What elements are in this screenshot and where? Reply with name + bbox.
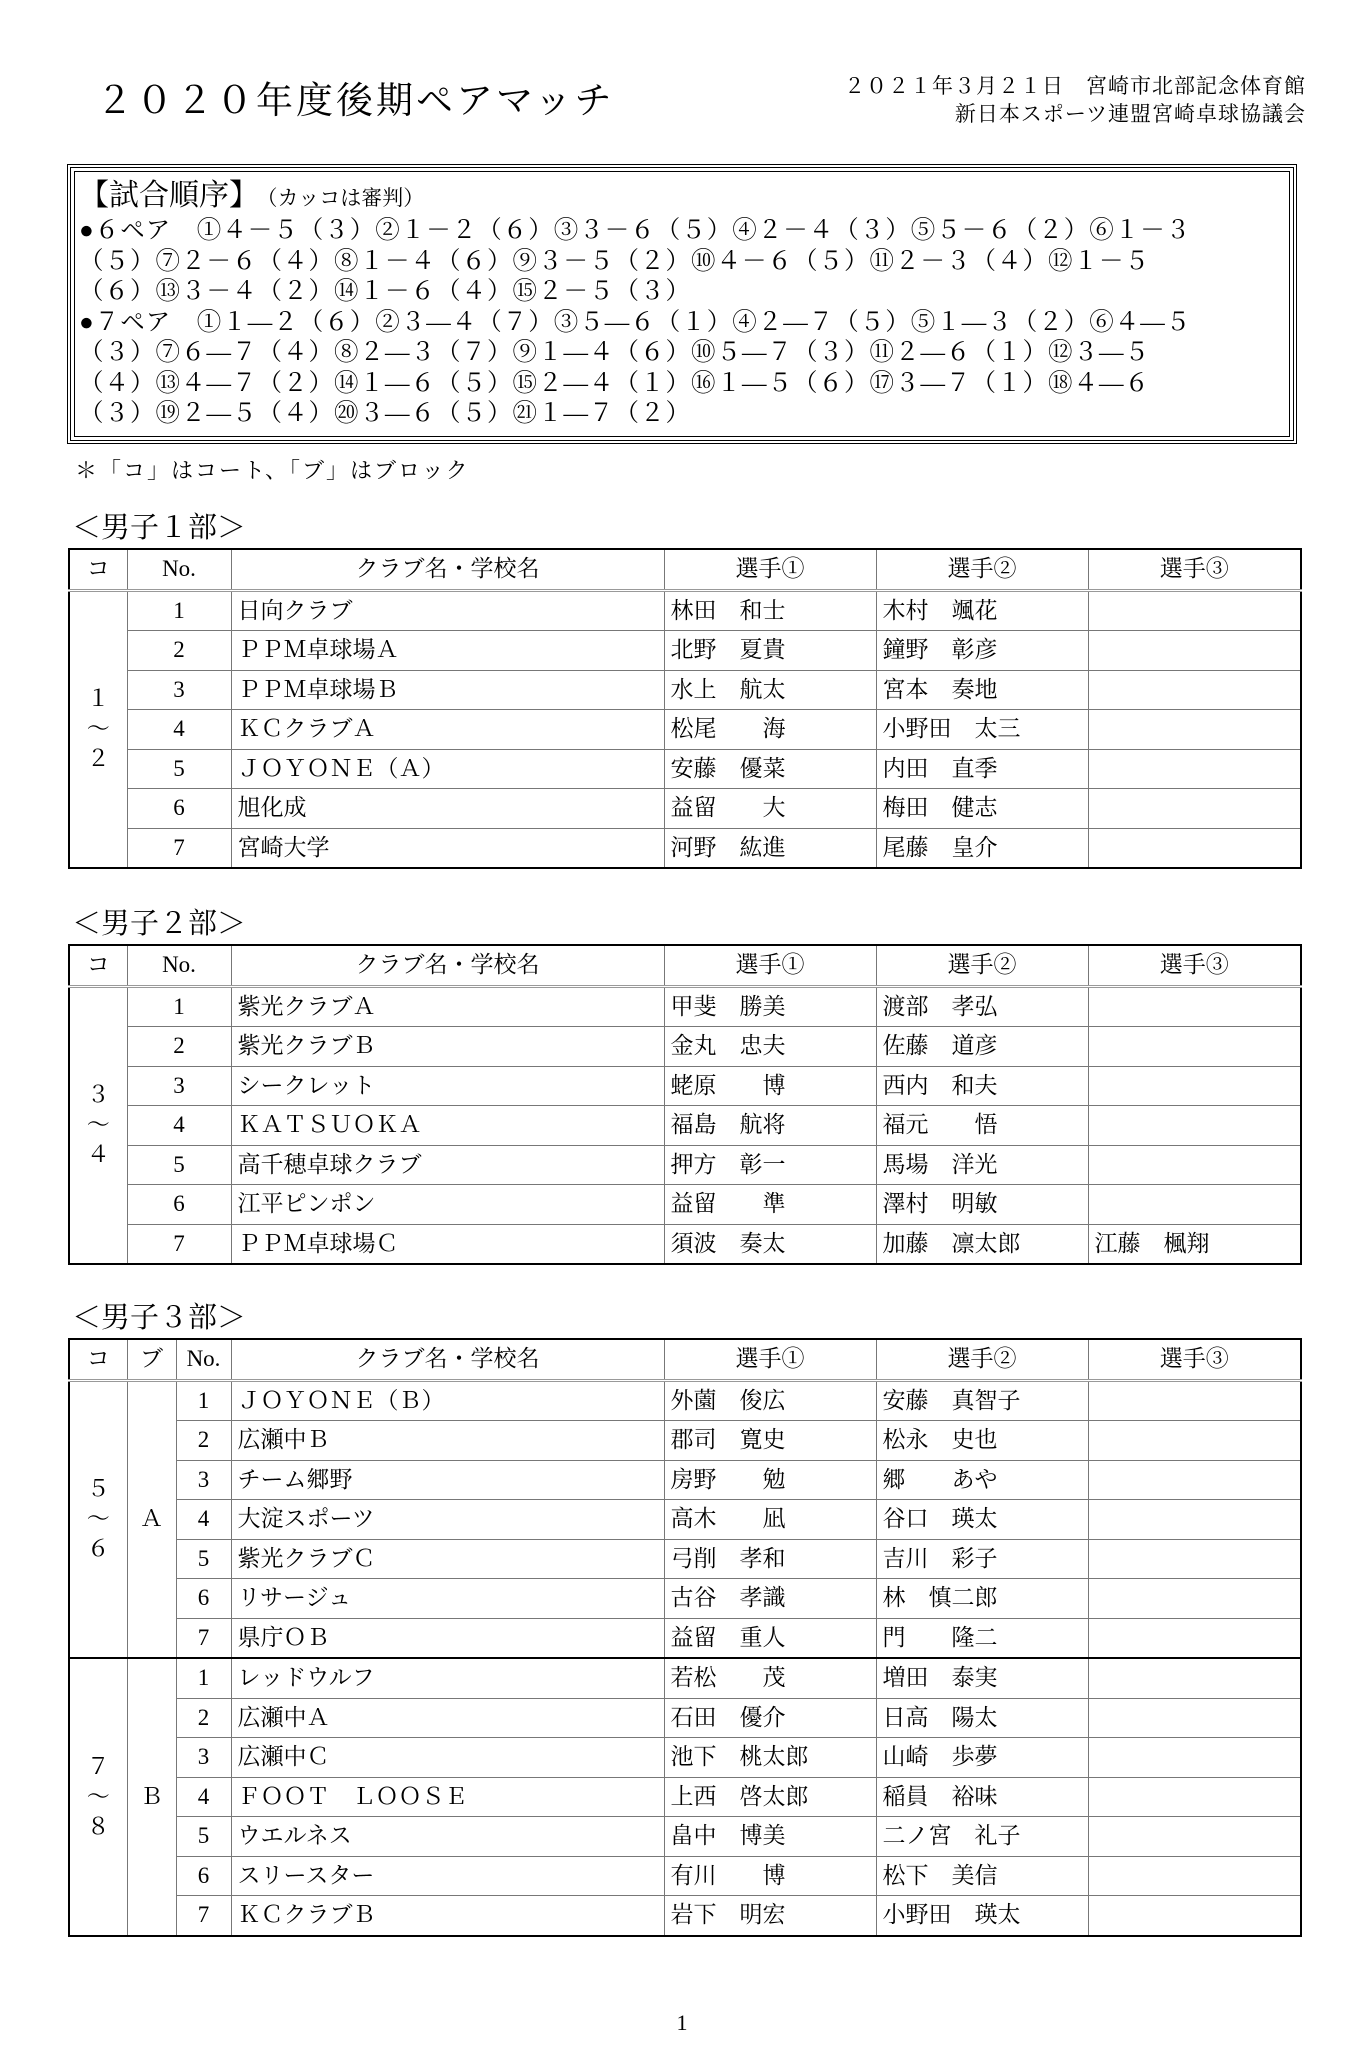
player-3-cell: [1088, 1027, 1301, 1067]
player-1-cell: 益留 準: [664, 1185, 876, 1225]
player-2-cell: 谷口 瑛太: [876, 1500, 1088, 1540]
no-cell: 4: [127, 1106, 231, 1146]
match-order-subtitle: （カッコは審判）: [267, 186, 425, 210]
player-3-cell: [1088, 1106, 1301, 1146]
player-3-cell: [1088, 1618, 1301, 1658]
player-1-cell: 林田 和士: [664, 590, 876, 631]
column-header-no: No.: [127, 945, 231, 986]
player-1-cell: 弓削 孝和: [664, 1539, 876, 1579]
no-cell: 3: [127, 1066, 231, 1106]
table-row: [69, 1421, 1301, 1461]
table-row: [69, 789, 1301, 829]
entry-table: [68, 1338, 1302, 1937]
player-1-cell: 郡司 寛史: [664, 1421, 876, 1461]
no-cell: 5: [127, 749, 231, 789]
page-number: 1: [676, 2010, 688, 2035]
block-cell: Ａ: [127, 1380, 176, 1658]
court-cell: ７ ～ ８: [69, 1658, 127, 1936]
player-1-cell: 安藤 優菜: [664, 749, 876, 789]
player-2-cell: 安藤 真智子: [876, 1380, 1088, 1421]
player-1-cell: 北野 夏貴: [664, 631, 876, 671]
player-3-cell: [1088, 1421, 1301, 1461]
player-2-cell: 澤村 明敏: [876, 1185, 1088, 1225]
no-cell: 6: [176, 1856, 231, 1896]
no-cell: 7: [176, 1896, 231, 1936]
match-order-line: ●７ペア ①１―２（６）②３―４（７）③５―６（１）④２―７（５）⑤１―３（２）⑥４―５: [79, 308, 1192, 336]
court-cell: １ ～ ２: [69, 590, 127, 868]
club-cell: 大淀スポーツ: [231, 1500, 664, 1540]
column-header-club: クラブ名・学校名: [231, 549, 664, 590]
no-cell: 4: [176, 1500, 231, 1540]
player-3-cell: [1088, 1145, 1301, 1185]
no-cell: 7: [127, 1224, 231, 1264]
table-row: [69, 1738, 1301, 1778]
player-1-cell: 外薗 俊広: [664, 1380, 876, 1421]
player-3-cell: [1088, 1698, 1301, 1738]
table-row: [69, 631, 1301, 671]
player-2-cell: 山崎 歩夢: [876, 1738, 1088, 1778]
section-title: ＜男子２部＞: [72, 908, 247, 940]
player-1-cell: 岩下 明宏: [664, 1896, 876, 1936]
player-3-cell: [1088, 1856, 1301, 1896]
club-cell: ＦＯＯＴ ＬＯＯＳＥ: [231, 1777, 664, 1817]
no-cell: 3: [176, 1738, 231, 1778]
player-2-cell: 小野田 太三: [876, 710, 1088, 750]
club-cell: 旭化成: [231, 789, 664, 829]
club-cell: ＰＰＭ卓球場Ａ: [231, 631, 664, 671]
court-cell: ３ ～ ４: [69, 986, 127, 1264]
player-1-cell: 松尾 海: [664, 710, 876, 750]
player-1-cell: 須波 奏太: [664, 1224, 876, 1264]
player-3-cell: [1088, 1185, 1301, 1225]
no-cell: 2: [127, 631, 231, 671]
club-cell: 県庁ＯＢ: [231, 1618, 664, 1658]
table-row: [69, 1185, 1301, 1225]
table-row: [69, 1777, 1301, 1817]
table-row: [69, 1224, 1301, 1264]
column-header-p3: 選手③: [1088, 1339, 1301, 1380]
club-cell: ＫＡＴＳＵＯＫＡ: [231, 1106, 664, 1146]
player-1-cell: 古谷 孝識: [664, 1579, 876, 1619]
player-2-cell: 内田 直季: [876, 749, 1088, 789]
table-row: [69, 1500, 1301, 1540]
table-row: [69, 1618, 1301, 1658]
player-3-cell: [1088, 828, 1301, 868]
table-row: [69, 749, 1301, 789]
club-cell: リサージュ: [231, 1579, 664, 1619]
club-cell: スリースター: [231, 1856, 664, 1896]
player-2-cell: 林 慎二郎: [876, 1579, 1088, 1619]
player-2-cell: 門 隆二: [876, 1618, 1088, 1658]
player-1-cell: 河野 紘進: [664, 828, 876, 868]
no-cell: 5: [127, 1145, 231, 1185]
club-cell: 日向クラブ: [231, 590, 664, 631]
player-3-cell: 江藤 楓翔: [1088, 1224, 1301, 1264]
section-title: ＜男子１部＞: [72, 512, 247, 544]
player-1-cell: 甲斐 勝美: [664, 986, 876, 1027]
page-title: ２０２０年度後期ペアマッチ: [96, 81, 615, 122]
table-row: [69, 1817, 1301, 1857]
column-header-court: コ: [69, 549, 127, 590]
no-cell: 7: [176, 1618, 231, 1658]
player-1-cell: 押方 彰一: [664, 1145, 876, 1185]
club-cell: 紫光クラブＣ: [231, 1539, 664, 1579]
club-cell: ＫＣクラブＡ: [231, 710, 664, 750]
player-2-cell: 松永 史也: [876, 1421, 1088, 1461]
player-3-cell: [1088, 1539, 1301, 1579]
club-cell: シークレット: [231, 1066, 664, 1106]
no-cell: 3: [127, 670, 231, 710]
player-2-cell: 郷 あや: [876, 1460, 1088, 1500]
column-header-club: クラブ名・学校名: [231, 1339, 664, 1380]
column-header-p3: 選手③: [1088, 945, 1301, 986]
player-1-cell: 水上 航太: [664, 670, 876, 710]
club-cell: 広瀬中Ａ: [231, 1698, 664, 1738]
player-3-cell: [1088, 1579, 1301, 1619]
match-order-line: （６）⑬３－４（２）⑭１－６（４）⑮２－５（３）: [79, 278, 691, 305]
no-cell: 1: [127, 986, 231, 1027]
club-cell: レッドウルフ: [231, 1658, 664, 1698]
club-cell: ＫＣクラブＢ: [231, 1896, 664, 1936]
table-row: [69, 1539, 1301, 1579]
player-2-cell: 松下 美信: [876, 1856, 1088, 1896]
no-cell: 6: [176, 1579, 231, 1619]
table-row: [69, 710, 1301, 750]
organizer: 新日本スポーツ連盟宮崎卓球協議会: [954, 102, 1306, 126]
column-header-club: クラブ名・学校名: [231, 945, 664, 986]
player-2-cell: 馬場 洋光: [876, 1145, 1088, 1185]
player-2-cell: 宮本 奏地: [876, 670, 1088, 710]
player-2-cell: 西内 和夫: [876, 1066, 1088, 1106]
court-cell: ５ ～ ６: [69, 1380, 127, 1658]
table-row: [69, 1106, 1301, 1146]
player-3-cell: [1088, 1658, 1301, 1698]
table-row: [69, 670, 1301, 710]
club-cell: 江平ピンポン: [231, 1185, 664, 1225]
no-cell: 5: [176, 1539, 231, 1579]
player-2-cell: 日高 陽太: [876, 1698, 1088, 1738]
table-row: [69, 1658, 1301, 1698]
club-cell: ＪＯＹＯＮＥ（Ａ）: [231, 749, 664, 789]
club-cell: 高千穂卓球クラブ: [231, 1145, 664, 1185]
player-2-cell: 尾藤 皇介: [876, 828, 1088, 868]
player-2-cell: 鐘野 彰彦: [876, 631, 1088, 671]
no-cell: 1: [176, 1658, 231, 1698]
table-row: [69, 1896, 1301, 1936]
no-cell: 6: [127, 789, 231, 829]
player-2-cell: 加藤 凛太郎: [876, 1224, 1088, 1264]
club-cell: ＪＯＹＯＮＥ（Ｂ）: [231, 1380, 664, 1421]
header-info: [844, 72, 1306, 128]
section-title: ＜男子３部＞: [72, 1302, 247, 1334]
column-header-block: ブ: [127, 1339, 176, 1380]
match-order-line: （３）⑦６―７（４）⑧２―３（７）⑨１―４（６）⑩５―７（３）⑪２―６（１）⑫３―５: [79, 339, 1150, 366]
column-header-no: No.: [176, 1339, 231, 1380]
player-3-cell: [1088, 1777, 1301, 1817]
player-3-cell: [1088, 1066, 1301, 1106]
column-header-p3: 選手③: [1088, 549, 1301, 590]
player-2-cell: 吉川 彩子: [876, 1539, 1088, 1579]
entry-table: [68, 944, 1302, 1265]
column-header-p2: 選手②: [876, 549, 1088, 590]
no-cell: 7: [127, 828, 231, 868]
no-cell: 6: [127, 1185, 231, 1225]
player-3-cell: [1088, 1380, 1301, 1421]
legend-note: ＊「コ」はコート、「ブ」はブロック: [75, 458, 470, 483]
player-3-cell: [1088, 1500, 1301, 1540]
player-2-cell: 小野田 瑛太: [876, 1896, 1088, 1936]
player-3-cell: [1088, 670, 1301, 710]
player-3-cell: [1088, 1896, 1301, 1936]
player-1-cell: 高木 凪: [664, 1500, 876, 1540]
column-header-p1: 選手①: [664, 945, 876, 986]
date-venue: ２０２１年３月２１日 宮崎市北部記念体育館: [844, 74, 1306, 98]
player-1-cell: 有川 博: [664, 1856, 876, 1896]
player-1-cell: 畠中 博美: [664, 1817, 876, 1857]
table-row: [69, 1856, 1301, 1896]
player-1-cell: 福島 航将: [664, 1106, 876, 1146]
match-order-line: （４）⑬４―７（２）⑭１―６（５）⑮２―４（１）⑯１―５（６）⑰３―７（１）⑱４―６: [79, 369, 1150, 397]
player-1-cell: 房野 勉: [664, 1460, 876, 1500]
player-1-cell: 若松 茂: [664, 1658, 876, 1698]
player-3-cell: [1088, 1460, 1301, 1500]
player-1-cell: 益留 大: [664, 789, 876, 829]
club-cell: 広瀬中Ｂ: [231, 1421, 664, 1461]
table-header-row: [69, 945, 1301, 986]
club-cell: 紫光クラブＡ: [231, 986, 664, 1027]
no-cell: 2: [176, 1421, 231, 1461]
player-3-cell: [1088, 789, 1301, 829]
player-2-cell: 梅田 健志: [876, 789, 1088, 829]
player-3-cell: [1088, 1817, 1301, 1857]
match-order-title: 【試合順序】: [79, 179, 259, 212]
match-order-box: [67, 164, 1297, 444]
match-order-heading: [79, 178, 1285, 216]
table-row: [69, 1460, 1301, 1500]
table-header-row: [69, 549, 1301, 590]
player-1-cell: 池下 桃太郎: [664, 1738, 876, 1778]
player-1-cell: 石田 優介: [664, 1698, 876, 1738]
player-2-cell: 渡部 孝弘: [876, 986, 1088, 1027]
player-3-cell: [1088, 590, 1301, 631]
no-cell: 1: [176, 1380, 231, 1421]
no-cell: 4: [127, 710, 231, 750]
club-cell: ＰＰＭ卓球場Ｂ: [231, 670, 664, 710]
block-cell: Ｂ: [127, 1658, 176, 1936]
player-3-cell: [1088, 710, 1301, 750]
column-header-p2: 選手②: [876, 945, 1088, 986]
player-1-cell: 上西 啓太郎: [664, 1777, 876, 1817]
player-3-cell: [1088, 749, 1301, 789]
table-row: [69, 1066, 1301, 1106]
player-1-cell: 金丸 忠夫: [664, 1027, 876, 1067]
player-1-cell: 蛯原 博: [664, 1066, 876, 1106]
club-cell: 広瀬中Ｃ: [231, 1738, 664, 1778]
entry-table: [68, 548, 1302, 869]
table-row: [69, 986, 1301, 1027]
table-header-row: [69, 1339, 1301, 1380]
club-cell: チーム郷野: [231, 1460, 664, 1500]
player-3-cell: [1088, 986, 1301, 1027]
table-row: [69, 1380, 1301, 1421]
no-cell: 1: [127, 590, 231, 631]
table-row: [69, 828, 1301, 868]
player-2-cell: 二ノ宮 礼子: [876, 1817, 1088, 1857]
club-cell: ＰＰＭ卓球場Ｃ: [231, 1224, 664, 1264]
column-header-p2: 選手②: [876, 1339, 1088, 1380]
no-cell: 5: [176, 1817, 231, 1857]
match-order-line: （５）⑦２－６（４）⑧１－４（６）⑨３－５（２）⑩４－６（５）⑪２－３（４）⑫１－５: [79, 247, 1150, 275]
no-cell: 3: [176, 1460, 231, 1500]
no-cell: 4: [176, 1777, 231, 1817]
column-header-no: No.: [127, 549, 231, 590]
club-cell: ウエルネス: [231, 1817, 664, 1857]
player-2-cell: 稲員 裕味: [876, 1777, 1088, 1817]
column-header-court: コ: [69, 945, 127, 986]
no-cell: 2: [127, 1027, 231, 1067]
table-row: [69, 590, 1301, 631]
player-3-cell: [1088, 1738, 1301, 1778]
player-2-cell: 佐藤 道彦: [876, 1027, 1088, 1067]
table-row: [69, 1579, 1301, 1619]
table-row: [69, 1027, 1301, 1067]
player-3-cell: [1088, 631, 1301, 671]
club-cell: 宮崎大学: [231, 828, 664, 868]
player-2-cell: 木村 颯花: [876, 590, 1088, 631]
match-order-line: （３）⑲２―５（４）⑳３―６（５）㉑１―７（２）: [79, 400, 691, 427]
no-cell: 2: [176, 1698, 231, 1738]
player-2-cell: 増田 泰実: [876, 1658, 1088, 1698]
match-order-line: ●６ペア ①４－５（３）②１－２（６）③３－６（５）④２－４（３）⑤５－６（２）⑥１－３: [79, 217, 1192, 244]
club-cell: 紫光クラブＢ: [231, 1027, 664, 1067]
table-row: [69, 1698, 1301, 1738]
column-header-p1: 選手①: [664, 549, 876, 590]
player-2-cell: 福元 悟: [876, 1106, 1088, 1146]
table-row: [69, 1145, 1301, 1185]
column-header-p1: 選手①: [664, 1339, 876, 1380]
column-header-court: コ: [69, 1339, 127, 1380]
player-1-cell: 益留 重人: [664, 1618, 876, 1658]
